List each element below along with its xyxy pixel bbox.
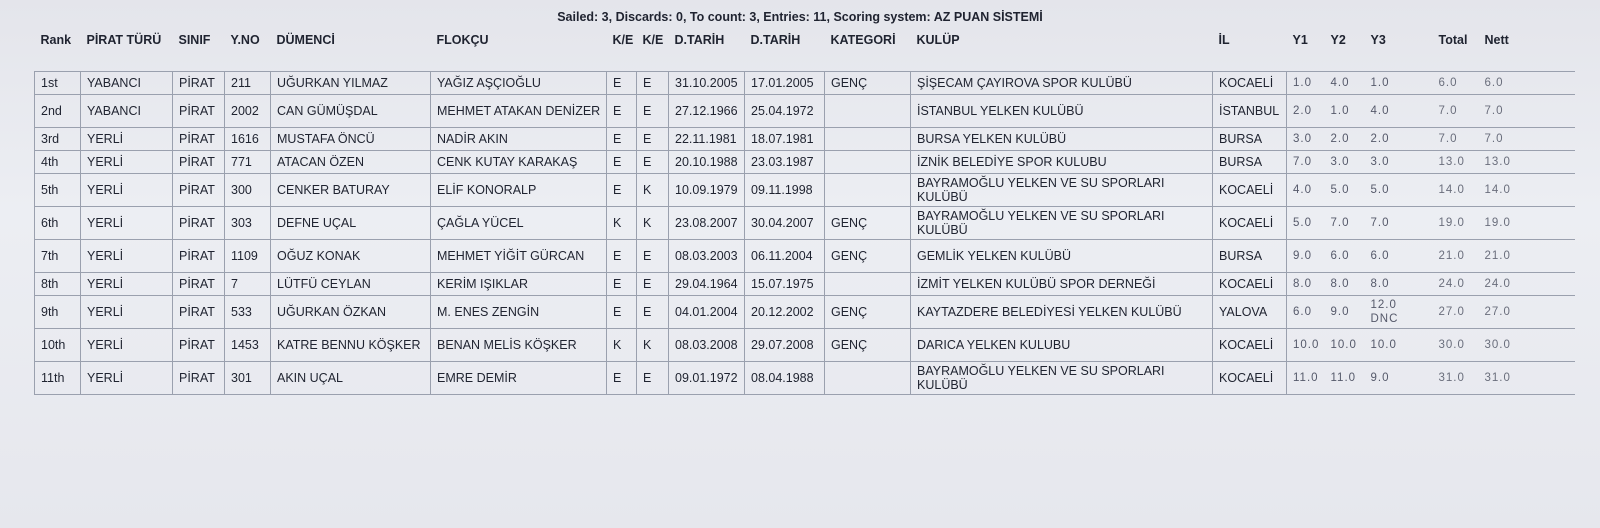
yno-cell: 771: [225, 151, 271, 174]
yno-cell: 1453: [225, 329, 271, 362]
il-cell: KOCAELİ: [1213, 362, 1287, 395]
y3-cell: 3.0: [1365, 151, 1433, 174]
y1-cell: 3.0: [1287, 128, 1325, 151]
col-nett: Nett: [1484, 33, 1509, 47]
col-flokcu: FLOKÇU: [436, 33, 489, 47]
nett-cell: 13.0: [1479, 151, 1575, 174]
col-y3: Y3: [1370, 33, 1386, 47]
y3-cell: 8.0: [1365, 273, 1433, 296]
kategori-cell: GENÇ: [825, 72, 911, 95]
total-cell: 24.0: [1433, 273, 1479, 296]
kategori-cell: [825, 151, 911, 174]
rank-cell: 9th: [35, 296, 81, 329]
yno-cell: 1616: [225, 128, 271, 151]
y2-cell: 1.0: [1325, 95, 1365, 128]
yno-cell: 303: [225, 207, 271, 240]
flokcu-cell: NADİR AKIN: [431, 128, 607, 151]
il-cell: YALOVA: [1213, 296, 1287, 329]
total-cell: 7.0: [1433, 128, 1479, 151]
dtarih1-cell: 31.10.2005: [669, 72, 745, 95]
y1-cell: 5.0: [1287, 207, 1325, 240]
rank-cell: 7th: [35, 240, 81, 273]
dtarih2-cell: 06.11.2004: [745, 240, 825, 273]
y2-cell: 2.0: [1325, 128, 1365, 151]
pirat-turu-cell: YERLİ: [81, 329, 173, 362]
dumenci-cell: UĞURKAN YILMAZ: [271, 72, 431, 95]
total-cell: 21.0: [1433, 240, 1479, 273]
dumenci-cell: UĞURKAN ÖZKAN: [271, 296, 431, 329]
y2-cell: 6.0: [1325, 240, 1365, 273]
ke1-cell: E: [607, 273, 637, 296]
pirat-turu-cell: YERLİ: [81, 128, 173, 151]
y2-cell: 5.0: [1325, 174, 1365, 207]
rank-cell: 3rd: [35, 128, 81, 151]
ke2-cell: E: [637, 362, 669, 395]
y1-cell: 10.0: [1287, 329, 1325, 362]
y1-cell: 7.0: [1287, 151, 1325, 174]
total-cell: 6.0: [1433, 72, 1479, 95]
pirat-turu-cell: YABANCI: [81, 95, 173, 128]
col-kulup: KULÜP: [916, 33, 960, 47]
rank-cell: 11th: [35, 362, 81, 395]
flokcu-cell: ELİF KONORALP: [431, 174, 607, 207]
y2-cell: 7.0: [1325, 207, 1365, 240]
col-pirat-turu: PİRAT TÜRÜ: [86, 33, 162, 47]
ke1-cell: K: [607, 329, 637, 362]
ke2-cell: K: [637, 329, 669, 362]
rank-cell: 1st: [35, 72, 81, 95]
dtarih2-cell: 08.04.1988: [745, 362, 825, 395]
dumenci-cell: OĞUZ KONAK: [271, 240, 431, 273]
flokcu-cell: MEHMET YİĞİT GÜRCAN: [431, 240, 607, 273]
nett-cell: 19.0: [1479, 207, 1575, 240]
ke1-cell: E: [607, 128, 637, 151]
table-row: [35, 151, 1575, 174]
table-row: [35, 128, 1575, 151]
total-cell: 19.0: [1433, 207, 1479, 240]
yno-cell: 7: [225, 273, 271, 296]
ke1-cell: E: [607, 174, 637, 207]
table-row: [35, 174, 1575, 207]
kulup-cell: DARICA YELKEN KULUBU: [911, 329, 1213, 362]
total-cell: 13.0: [1433, 151, 1479, 174]
kategori-cell: GENÇ: [825, 329, 911, 362]
table-row: [35, 273, 1575, 296]
ke1-cell: E: [607, 240, 637, 273]
sinif-cell: PİRAT: [173, 207, 225, 240]
sinif-cell: PİRAT: [173, 128, 225, 151]
col-dtarih-2: D.TARİH: [750, 33, 801, 47]
ke2-cell: E: [637, 95, 669, 128]
il-cell: KOCAELİ: [1213, 329, 1287, 362]
y1-cell: 9.0: [1287, 240, 1325, 273]
col-y2: Y2: [1330, 33, 1346, 47]
sinif-cell: PİRAT: [173, 329, 225, 362]
dtarih1-cell: 23.08.2007: [669, 207, 745, 240]
y2-cell: 3.0: [1325, 151, 1365, 174]
nett-cell: 14.0: [1479, 174, 1575, 207]
kategori-cell: GENÇ: [825, 296, 911, 329]
flokcu-cell: M. ENES ZENGİN: [431, 296, 607, 329]
sinif-cell: PİRAT: [173, 95, 225, 128]
col-total: Total: [1438, 33, 1468, 47]
y3-cell: 12.0 DNC: [1365, 296, 1433, 329]
col-sinif: SINIF: [178, 33, 211, 47]
y2-cell: 10.0: [1325, 329, 1365, 362]
y3-cell: 9.0: [1365, 362, 1433, 395]
ke1-cell: E: [607, 95, 637, 128]
pirat-turu-cell: YERLİ: [81, 207, 173, 240]
nett-cell: 6.0: [1479, 72, 1575, 95]
ke1-cell: E: [607, 296, 637, 329]
total-cell: 14.0: [1433, 174, 1479, 207]
y2-cell: 8.0: [1325, 273, 1365, 296]
total-cell: 30.0: [1433, 329, 1479, 362]
ke1-cell: E: [607, 72, 637, 95]
ke2-cell: K: [637, 207, 669, 240]
nett-cell: 7.0: [1479, 95, 1575, 128]
ke1-cell: E: [607, 362, 637, 395]
pirat-turu-cell: YERLİ: [81, 151, 173, 174]
col-rank: Rank: [40, 33, 72, 47]
yno-cell: 211: [225, 72, 271, 95]
dtarih2-cell: 15.07.1975: [745, 273, 825, 296]
sinif-cell: PİRAT: [173, 273, 225, 296]
kategori-cell: GENÇ: [825, 240, 911, 273]
yno-cell: 1109: [225, 240, 271, 273]
rank-cell: 2nd: [35, 95, 81, 128]
dtarih2-cell: 23.03.1987: [745, 151, 825, 174]
kulup-cell: İSTANBUL YELKEN KULÜBÜ: [911, 95, 1213, 128]
y3-cell: 10.0: [1365, 329, 1433, 362]
il-cell: KOCAELİ: [1213, 72, 1287, 95]
nett-cell: 24.0: [1479, 273, 1575, 296]
pirat-turu-cell: YERLİ: [81, 273, 173, 296]
y3-cell: 1.0: [1365, 72, 1433, 95]
y1-cell: 11.0: [1287, 362, 1325, 395]
ke1-cell: E: [607, 151, 637, 174]
kulup-cell: GEMLİK YELKEN KULÜBÜ: [911, 240, 1213, 273]
kategori-cell: [825, 362, 911, 395]
flokcu-cell: ÇAĞLA YÜCEL: [431, 207, 607, 240]
rank-cell: 6th: [35, 207, 81, 240]
kulup-cell: İZNİK BELEDİYE SPOR KULUBU: [911, 151, 1213, 174]
sinif-cell: PİRAT: [173, 240, 225, 273]
kategori-cell: [825, 128, 911, 151]
dumenci-cell: LÜTFÜ CEYLAN: [271, 273, 431, 296]
pirat-turu-cell: YERLİ: [81, 362, 173, 395]
yno-cell: 2002: [225, 95, 271, 128]
table-row: [35, 296, 1575, 329]
kulup-cell: KAYTAZDERE BELEDİYESİ YELKEN KULÜBÜ: [911, 296, 1213, 329]
nett-cell: 21.0: [1479, 240, 1575, 273]
ke2-cell: E: [637, 296, 669, 329]
dtarih1-cell: 10.09.1979: [669, 174, 745, 207]
dtarih1-cell: 04.01.2004: [669, 296, 745, 329]
y3-cell: 2.0: [1365, 128, 1433, 151]
table-row: [35, 329, 1575, 362]
yno-cell: 300: [225, 174, 271, 207]
table-row: [35, 207, 1575, 240]
y1-cell: 6.0: [1287, 296, 1325, 329]
pirat-turu-cell: YABANCI: [81, 72, 173, 95]
dtarih2-cell: 30.04.2007: [745, 207, 825, 240]
dumenci-cell: MUSTAFA ÖNCÜ: [271, 128, 431, 151]
total-cell: 31.0: [1433, 362, 1479, 395]
rank-cell: 4th: [35, 151, 81, 174]
race-summary: Sailed: 3, Discards: 0, To count: 3, Entries: 11, Scoring system: AZ PUAN SİSTEMİ: [557, 10, 1043, 24]
sinif-cell: PİRAT: [173, 174, 225, 207]
kategori-cell: [825, 273, 911, 296]
il-cell: İSTANBUL: [1213, 95, 1287, 128]
y3-cell: 7.0: [1365, 207, 1433, 240]
il-cell: BURSA: [1213, 240, 1287, 273]
pirat-turu-cell: YERLİ: [81, 174, 173, 207]
y3-cell: 4.0: [1365, 95, 1433, 128]
kulup-cell: İZMİT YELKEN KULÜBÜ SPOR DERNEĞİ: [911, 273, 1213, 296]
flokcu-cell: EMRE DEMİR: [431, 362, 607, 395]
dumenci-cell: CENKER BATURAY: [271, 174, 431, 207]
sinif-cell: PİRAT: [173, 151, 225, 174]
dtarih1-cell: 09.01.1972: [669, 362, 745, 395]
dtarih2-cell: 25.04.1972: [745, 95, 825, 128]
y2-cell: 9.0: [1325, 296, 1365, 329]
rank-cell: 8th: [35, 273, 81, 296]
dtarih1-cell: 22.11.1981: [669, 128, 745, 151]
y1-cell: 4.0: [1287, 174, 1325, 207]
total-cell: 27.0: [1433, 296, 1479, 329]
table-row: [35, 95, 1575, 128]
yno-cell: 301: [225, 362, 271, 395]
dtarih2-cell: 20.12.2002: [745, 296, 825, 329]
rank-cell: 10th: [35, 329, 81, 362]
rank-cell: 5th: [35, 174, 81, 207]
nett-cell: 7.0: [1479, 128, 1575, 151]
header-row: [35, 29, 1575, 72]
flokcu-cell: CENK KUTAY KARAKAŞ: [431, 151, 607, 174]
nett-cell: 31.0: [1479, 362, 1575, 395]
table-row: [35, 240, 1575, 273]
dtarih1-cell: 29.04.1964: [669, 273, 745, 296]
y1-cell: 1.0: [1287, 72, 1325, 95]
pirat-turu-cell: YERLİ: [81, 296, 173, 329]
dtarih1-cell: 08.03.2003: [669, 240, 745, 273]
kategori-cell: GENÇ: [825, 207, 911, 240]
col-ke-1: K/E: [612, 33, 634, 47]
kulup-cell: BAYRAMOĞLU YELKEN VE SU SPORLARI KULÜBÜ: [911, 207, 1213, 240]
pirat-turu-cell: YERLİ: [81, 240, 173, 273]
kulup-cell: BAYRAMOĞLU YELKEN VE SU SPORLARI KULÜBÜ: [911, 174, 1213, 207]
flokcu-cell: YAĞIZ AŞÇIOĞLU: [431, 72, 607, 95]
dtarih2-cell: 09.11.1998: [745, 174, 825, 207]
dumenci-cell: ATACAN ÖZEN: [271, 151, 431, 174]
ke2-cell: E: [637, 151, 669, 174]
il-cell: BURSA: [1213, 128, 1287, 151]
col-dumenci: DÜMENCİ: [276, 33, 335, 47]
y2-cell: 4.0: [1325, 72, 1365, 95]
il-cell: KOCAELİ: [1213, 273, 1287, 296]
y1-cell: 2.0: [1287, 95, 1325, 128]
kategori-cell: [825, 95, 911, 128]
flokcu-cell: MEHMET ATAKAN DENİZER: [431, 95, 607, 128]
dtarih1-cell: 08.03.2008: [669, 329, 745, 362]
dumenci-cell: DEFNE UÇAL: [271, 207, 431, 240]
dumenci-cell: CAN GÜMÜŞDAL: [271, 95, 431, 128]
nett-cell: 27.0: [1479, 296, 1575, 329]
ke2-cell: K: [637, 174, 669, 207]
sinif-cell: PİRAT: [173, 72, 225, 95]
total-cell: 7.0: [1433, 95, 1479, 128]
table-row: [35, 362, 1575, 395]
ke2-cell: E: [637, 240, 669, 273]
flokcu-cell: KERİM IŞIKLAR: [431, 273, 607, 296]
kulup-cell: ŞİŞECAM ÇAYIROVA SPOR KULÜBÜ: [911, 72, 1213, 95]
col-kategori: KATEGORİ: [830, 33, 896, 47]
sinif-cell: PİRAT: [173, 296, 225, 329]
dtarih1-cell: 27.12.1966: [669, 95, 745, 128]
yno-cell: 533: [225, 296, 271, 329]
col-ke-2: K/E: [642, 33, 664, 47]
ke2-cell: E: [637, 72, 669, 95]
y1-cell: 8.0: [1287, 273, 1325, 296]
dtarih2-cell: 29.07.2008: [745, 329, 825, 362]
kulup-cell: BURSA YELKEN KULÜBÜ: [911, 128, 1213, 151]
nett-cell: 30.0: [1479, 329, 1575, 362]
dumenci-cell: AKIN UÇAL: [271, 362, 431, 395]
col-yno: Y.NO: [230, 33, 260, 47]
results-table: [34, 29, 1575, 395]
il-cell: BURSA: [1213, 151, 1287, 174]
dtarih1-cell: 20.10.1988: [669, 151, 745, 174]
il-cell: KOCAELİ: [1213, 174, 1287, 207]
table-row: [35, 72, 1575, 95]
y2-cell: 11.0: [1325, 362, 1365, 395]
dtarih2-cell: 17.01.2005: [745, 72, 825, 95]
y3-cell: 5.0: [1365, 174, 1433, 207]
col-y1: Y1: [1292, 33, 1308, 47]
kulup-cell: BAYRAMOĞLU YELKEN VE SU SPORLARI KULÜBÜ: [911, 362, 1213, 395]
col-dtarih-1: D.TARİH: [674, 33, 725, 47]
il-cell: KOCAELİ: [1213, 207, 1287, 240]
ke1-cell: K: [607, 207, 637, 240]
flokcu-cell: BENAN MELİS KÖŞKER: [431, 329, 607, 362]
sinif-cell: PİRAT: [173, 362, 225, 395]
col-il: İL: [1218, 33, 1230, 47]
kategori-cell: [825, 174, 911, 207]
dumenci-cell: KATRE BENNU KÖŞKER: [271, 329, 431, 362]
dtarih2-cell: 18.07.1981: [745, 128, 825, 151]
ke2-cell: E: [637, 273, 669, 296]
ke2-cell: E: [637, 128, 669, 151]
y3-cell: 6.0: [1365, 240, 1433, 273]
